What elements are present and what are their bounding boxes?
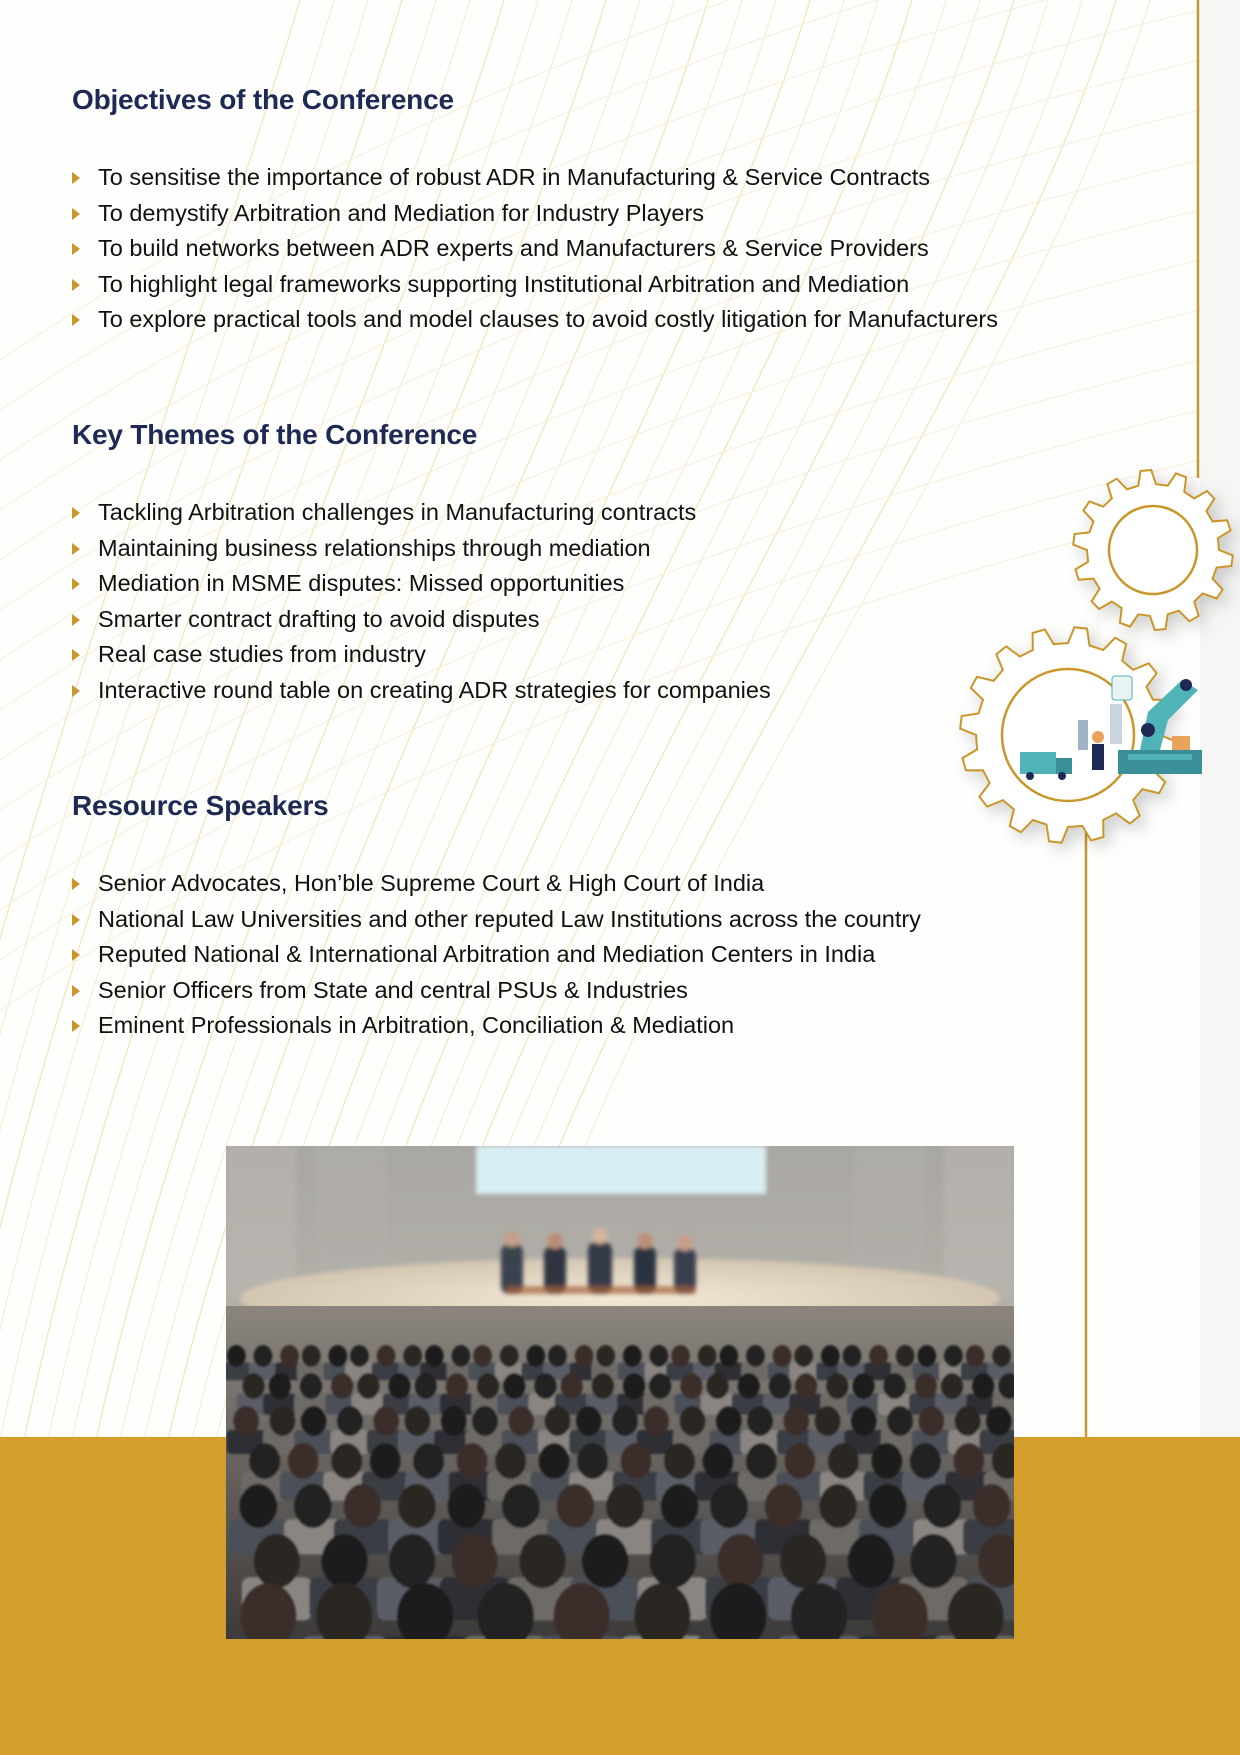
bullet-arrow-icon bbox=[72, 208, 80, 220]
audience-member-head bbox=[288, 1443, 319, 1479]
audience-member-head bbox=[331, 1443, 362, 1479]
audience-member-head bbox=[403, 1345, 422, 1367]
bullet-arrow-icon bbox=[72, 507, 80, 519]
bullet-arrow-icon bbox=[72, 543, 80, 555]
audience-member-head bbox=[623, 1345, 642, 1367]
themes-list bbox=[72, 495, 771, 708]
audience-member-head bbox=[344, 1484, 381, 1528]
audience-member-head bbox=[941, 1373, 963, 1399]
list-item bbox=[72, 673, 771, 709]
audience-member-head bbox=[703, 1443, 734, 1479]
audience-member-head bbox=[370, 1443, 401, 1479]
audience-member-head bbox=[457, 1443, 488, 1479]
audience-member-head bbox=[716, 1406, 742, 1436]
audience-member-head bbox=[851, 1406, 877, 1436]
audience-member-head bbox=[826, 1373, 848, 1399]
list-item bbox=[72, 231, 998, 267]
list-item-text: Senior Officers from State and central PSUs & Industries bbox=[98, 976, 688, 1003]
audience-member-head bbox=[448, 1484, 485, 1528]
audience-member-head bbox=[698, 1345, 717, 1367]
list-item-text: Reputed National & International Arbitration and Mediation Centers in India bbox=[98, 941, 876, 967]
list-item bbox=[72, 637, 771, 673]
audience-member-head bbox=[322, 1534, 368, 1588]
audience-member-head bbox=[650, 1345, 669, 1367]
audience-member-head bbox=[243, 1373, 265, 1399]
bullet-arrow-icon bbox=[72, 985, 80, 997]
audience-member-head bbox=[576, 1406, 602, 1436]
themes-section bbox=[72, 419, 771, 708]
audience-member-head bbox=[872, 1443, 903, 1479]
audience-member-head bbox=[534, 1373, 556, 1399]
list-item-text: To highlight legal frameworks supporting Institutional Arbitration and Mediation bbox=[98, 270, 910, 297]
audience-member-head bbox=[746, 1443, 777, 1479]
audience-member-head bbox=[973, 1484, 1010, 1528]
audience-member-head bbox=[765, 1484, 802, 1528]
audience-member-head bbox=[577, 1443, 608, 1479]
list-item-text: National Law Universities and other reputed Law Institutions across the country bbox=[98, 905, 921, 932]
audience-member-head bbox=[415, 1373, 437, 1399]
audience-member-head bbox=[917, 1345, 936, 1367]
list-item-text: Tackling Arbitration challenges in Manufacturing contracts bbox=[98, 499, 697, 525]
audience-member-head bbox=[953, 1443, 984, 1479]
audience-member-head bbox=[425, 1345, 444, 1367]
themes-title: Key Themes of the Conference bbox=[72, 419, 478, 450]
objectives-list bbox=[72, 160, 998, 338]
audience-member-head bbox=[452, 1345, 471, 1367]
audience-member-head bbox=[785, 1443, 816, 1479]
audience-member-head bbox=[548, 1345, 567, 1367]
audience-member-head bbox=[650, 1534, 696, 1588]
audience-member-head bbox=[561, 1373, 583, 1399]
audience-member-head bbox=[398, 1484, 435, 1528]
audience-member-head bbox=[710, 1484, 747, 1528]
bullet-arrow-icon bbox=[72, 1020, 80, 1032]
list-item-text: Maintaining business relationships through mediation bbox=[98, 534, 651, 561]
audience-member-head bbox=[389, 1534, 435, 1588]
audience-member-head bbox=[680, 1406, 706, 1436]
list-item bbox=[72, 602, 771, 638]
audience-member-head bbox=[919, 1406, 945, 1436]
bullet-arrow-icon bbox=[72, 878, 80, 890]
audience-member-head bbox=[592, 1373, 614, 1399]
audience-member-head bbox=[955, 1406, 981, 1436]
audience-member-head bbox=[707, 1373, 729, 1399]
list-item-text: Real case studies from industry bbox=[98, 641, 426, 667]
audience-member-head bbox=[773, 1345, 792, 1367]
list-item bbox=[72, 302, 998, 338]
audience-member-head bbox=[477, 1373, 499, 1399]
audience-member-head bbox=[910, 1443, 941, 1479]
audience-member-head bbox=[328, 1345, 347, 1367]
audience-member-head bbox=[794, 1345, 813, 1367]
audience-member-head bbox=[350, 1345, 369, 1367]
bullet-arrow-icon bbox=[72, 279, 80, 291]
list-item bbox=[72, 1008, 921, 1044]
audience-member-head bbox=[596, 1345, 615, 1367]
audience-member-head bbox=[441, 1406, 467, 1436]
audience-member-head bbox=[301, 1406, 327, 1436]
audience-member-head bbox=[606, 1484, 643, 1528]
audience-member-head bbox=[843, 1345, 862, 1367]
audience-member-head bbox=[649, 1373, 671, 1399]
audience-member-head bbox=[738, 1373, 760, 1399]
list-item-text: Eminent Professionals in Arbitration, Conciliation & Mediation bbox=[98, 1012, 735, 1038]
bullet-arrow-icon bbox=[72, 314, 80, 326]
audience-member-head bbox=[972, 1373, 994, 1399]
audience-member-head bbox=[452, 1534, 498, 1588]
objectives-title: Objectives of the Conference bbox=[72, 84, 454, 115]
audience-member-head bbox=[446, 1373, 468, 1399]
audience-member-head bbox=[495, 1443, 526, 1479]
audience-member-head bbox=[270, 1406, 296, 1436]
audience-member-head bbox=[966, 1345, 985, 1367]
audience-member-head bbox=[249, 1443, 280, 1479]
audience-member-head bbox=[413, 1443, 444, 1479]
audience-member-head bbox=[915, 1373, 937, 1399]
list-item bbox=[72, 937, 921, 973]
list-item-text: To demystify Arbitration and Mediation for Industry Players bbox=[98, 199, 705, 226]
audience-member-head bbox=[500, 1345, 519, 1367]
audience-member-head bbox=[269, 1373, 291, 1399]
list-item-text: To explore practical tools and model clauses to avoid costly litigation for Manufacturers bbox=[98, 306, 998, 332]
audience-member-head bbox=[508, 1406, 534, 1436]
audience-member-head bbox=[780, 1534, 826, 1588]
audience-member-head bbox=[852, 1373, 874, 1399]
audience-member-head bbox=[472, 1406, 498, 1436]
audience-member-head bbox=[233, 1406, 259, 1436]
audience-member-head bbox=[784, 1406, 810, 1436]
audience-member-head bbox=[644, 1406, 670, 1436]
speakers-section bbox=[72, 790, 921, 1044]
list-item bbox=[72, 902, 921, 938]
bullet-arrow-icon bbox=[72, 685, 80, 697]
audience-member-head bbox=[986, 1406, 1012, 1436]
objectives-section bbox=[72, 84, 998, 338]
speakers-list bbox=[72, 866, 921, 1044]
audience-member-head bbox=[819, 1484, 856, 1528]
audience-member-head bbox=[747, 1406, 773, 1436]
audience-member-head bbox=[661, 1484, 698, 1528]
audience-member-head bbox=[887, 1406, 913, 1436]
audience-member-head bbox=[664, 1443, 695, 1479]
audience-member-head bbox=[869, 1484, 906, 1528]
list-item bbox=[72, 531, 771, 567]
audience-member-head bbox=[302, 1345, 321, 1367]
audience-member-head bbox=[300, 1373, 322, 1399]
audience-member-head bbox=[575, 1345, 594, 1367]
audience-member-head bbox=[821, 1345, 840, 1367]
audience-member-head bbox=[405, 1406, 431, 1436]
audience-member-head bbox=[621, 1443, 652, 1479]
audience-member-head bbox=[828, 1443, 859, 1479]
audience-member-head bbox=[254, 1534, 300, 1588]
list-item bbox=[72, 566, 771, 602]
list-item-text: To sensitise the importance of robust ADR in Manufacturing & Service Contracts bbox=[98, 164, 931, 190]
audience-member-head bbox=[557, 1484, 594, 1528]
audience-member-head bbox=[254, 1345, 273, 1367]
list-item-text: To build networks between ADR experts and Manufacturers & Service Providers bbox=[98, 235, 929, 261]
audience-member-head bbox=[719, 1345, 738, 1367]
bullet-arrow-icon bbox=[72, 243, 80, 255]
audience-member-head bbox=[240, 1484, 277, 1528]
list-item-text: Smarter contract drafting to avoid disputes bbox=[98, 605, 540, 632]
audience-member-head bbox=[612, 1406, 638, 1436]
audience-member-head bbox=[373, 1406, 399, 1436]
audience-member-head bbox=[503, 1373, 525, 1399]
list-item bbox=[72, 160, 998, 196]
audience-member-head bbox=[718, 1534, 764, 1588]
bullet-arrow-icon bbox=[72, 914, 80, 926]
audience-member-head bbox=[884, 1373, 906, 1399]
audience-member-head bbox=[582, 1534, 628, 1588]
conference-audience-photo bbox=[226, 1146, 1014, 1639]
list-item-text: Mediation in MSME disputes: Missed opportunities bbox=[98, 570, 625, 596]
list-item bbox=[72, 267, 998, 303]
audience-member-head bbox=[848, 1534, 894, 1588]
bullet-arrow-icon bbox=[72, 949, 80, 961]
list-item bbox=[72, 196, 998, 232]
bullet-arrow-icon bbox=[72, 172, 80, 184]
audience-member-head bbox=[520, 1534, 566, 1588]
audience-member-head bbox=[992, 1345, 1011, 1367]
list-item-text: Senior Advocates, Hon’ble Supreme Court & High Court of India bbox=[98, 870, 765, 896]
audience-member-head bbox=[473, 1345, 492, 1367]
bullet-arrow-icon bbox=[72, 649, 80, 661]
audience-member-head bbox=[896, 1345, 915, 1367]
audience-member-head bbox=[944, 1345, 963, 1367]
audience-member-head bbox=[377, 1345, 396, 1367]
list-item bbox=[72, 495, 771, 531]
audience-member-head bbox=[671, 1345, 690, 1367]
audience-member-head bbox=[502, 1484, 539, 1528]
audience-member-head bbox=[911, 1534, 957, 1588]
audience-member-head bbox=[539, 1443, 570, 1479]
audience-member-head bbox=[280, 1345, 299, 1367]
list-item bbox=[72, 866, 921, 902]
audience-member-head bbox=[869, 1345, 888, 1367]
audience-member-head bbox=[388, 1373, 410, 1399]
audience-member-head bbox=[815, 1406, 841, 1436]
audience-member-head bbox=[357, 1373, 379, 1399]
list-item-text: Interactive round table on creating ADR strategies for companies bbox=[98, 676, 771, 703]
audience-member-head bbox=[680, 1373, 702, 1399]
audience-member-head bbox=[526, 1345, 545, 1367]
audience-member-head bbox=[769, 1373, 791, 1399]
audience-member-head bbox=[545, 1406, 571, 1436]
audience-member-head bbox=[337, 1406, 363, 1436]
audience-member-head bbox=[795, 1373, 817, 1399]
audience-member-head bbox=[623, 1373, 645, 1399]
audience-member-head bbox=[924, 1484, 961, 1528]
audience-member-head bbox=[746, 1345, 765, 1367]
speakers-title: Resource Speakers bbox=[72, 790, 329, 821]
audience-member-head bbox=[331, 1373, 353, 1399]
audience-member-head bbox=[294, 1484, 331, 1528]
list-item bbox=[72, 973, 921, 1009]
bullet-arrow-icon bbox=[72, 614, 80, 626]
bullet-arrow-icon bbox=[72, 578, 80, 590]
audience-member-head bbox=[227, 1345, 246, 1367]
